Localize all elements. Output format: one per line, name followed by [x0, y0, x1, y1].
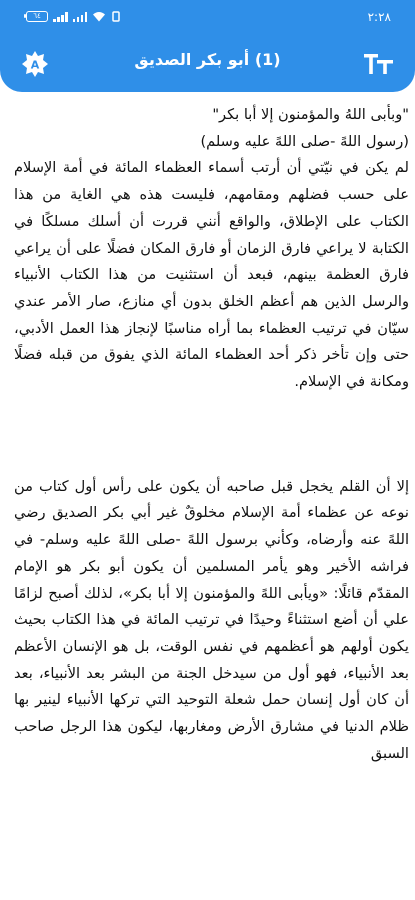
- signal-icon-2: [73, 12, 88, 22]
- settings-button[interactable]: [20, 49, 50, 79]
- quote-source: (رسول اللهً -صلى اللهً عليه وسلم): [200, 132, 409, 150]
- page-title: (1) أبو بكر الصديق: [134, 50, 281, 69]
- article-content: [14, 102, 409, 767]
- app-header: [0, 0, 415, 92]
- paragraph: إلا أن القلم يخجل قبل صاحبه أن يكون على رأس أول كتاب من نوعه عن عظماء أمة الإسلام مخلوقٌ غير أبي بكر الصديق رضي اللهً عنه وأرضاه، وكأني برسول اللهً -صلى اللهً عليه وسلم- في فراشه الأخير وهو يأمر المسلمين أن يكون أبو بكر هو الإمام المقدّم قائلًا: «ويأبى اللهً والمؤمنون إلا أبا بكر»، لذلك أصبح لزامًا علي أن أضع استثناءً وحيدًا في ترتيب المائة في هذا الكتاب بحيث يكون أولهم هو أعظمهم في نفس الوقت، بل هو الإنسان الأعظم بعد الأنبياء، فهو أول من سيدخل الجنة من البشر بعد الأنبياء، بعد أن كان أول إنسان حمل شعلة التوحيد التي تركها الأنبياء لينير بها ظلام الدنيا في مشارق الأرض ومغاربها، ليكون هذا الرجل صاحب السبق: [14, 477, 409, 762]
- toolbar: [0, 44, 415, 88]
- quote-line: "وبأبى اللهُ والمؤمنون إلا أبا بكر": [212, 106, 409, 123]
- status-time: ٢:٢٨: [367, 10, 391, 24]
- font-size-button[interactable]: [363, 49, 395, 79]
- status-bar: [0, 0, 415, 34]
- battery-level: ٦٤: [33, 12, 41, 20]
- status-icons: [26, 11, 121, 22]
- paragraph: لم يكن في نيّتي أن أرتب أسماء العظماء المائة في أمة الإسلام على حسب فضلهم ومقامهم، فليست هذه هي الغاية من هذا الكتاب على الإطلاق، والواقع أنني قررت أن أسلك مسلكًا في الكتابة لا يراعي فارق الزمان أو فارق المكان فضلًا على أن يراعي فارق العظمة بينهم، فبعد أن استثنيت من هذا الكتاب الأنبياء والرسل الذين هم أعظم الخلق بدون أي منازع، صار الأمر عندي سيّان في ترتيب العظماء بما أراه مناسبًا لإنجاز هذا العمل الأدبي، حتى وإن تأخر ذكر أحد العظماء المائة الذي يفوق من قبله فضلًا ومكانة في الإسلام.: [14, 159, 409, 391]
- notification-icon: [111, 11, 121, 22]
- battery-icon: [26, 11, 48, 22]
- settings-gear-icon: [20, 49, 50, 79]
- signal-icon: [53, 12, 68, 22]
- font-size-icon: [363, 49, 395, 79]
- svg-text:A: A: [30, 58, 40, 72]
- wifi-icon: [92, 11, 106, 22]
